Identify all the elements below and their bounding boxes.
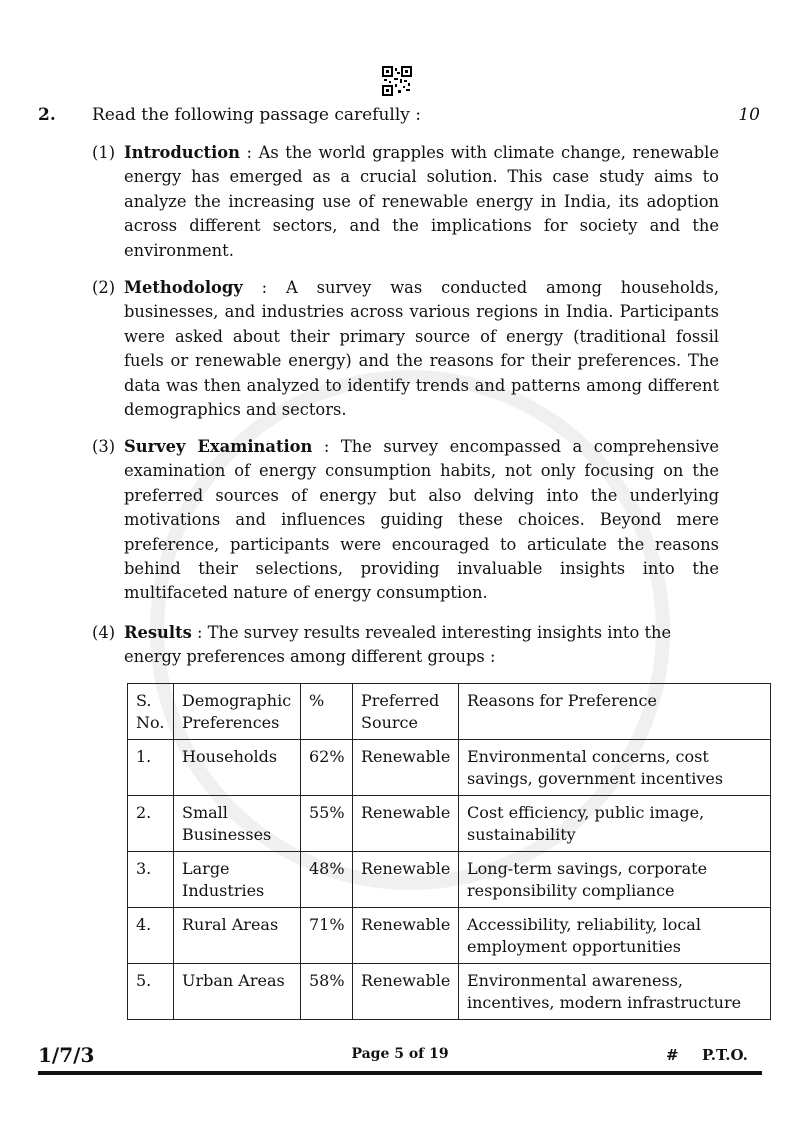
cell-demographic: Urban Areas [174,964,301,1020]
cell-sno: 4. [128,908,174,964]
cell-sno: 2. [128,796,174,852]
section-text: : As the world grapples with climate change, renewable energy has emerged as a crucial solution. This case study aims to analyze the increasing use of renewable energy in India, its adoption across different sectors, and the implications for society and the environment. [124,143,719,260]
cell-reasons: Environmental concerns, cost savings, government incentives [459,740,771,796]
section-survey-examination [92,435,719,606]
cell-demographic: Small Businesses [174,796,301,852]
header-source: Preferred Source [353,684,459,740]
cell-source: Renewable [353,796,459,852]
paper-code: 1/7/3 [38,1043,95,1067]
cell-reasons: Accessibility, reliability, local employment opportunities [459,908,771,964]
cell-reasons: Cost efficiency, public image, sustainability [459,796,771,852]
results-table [127,683,771,1020]
cell-source: Renewable [353,964,459,1020]
cell-percent: 55% [301,796,353,852]
question-marks: 10 [738,105,760,125]
table-row [128,796,771,852]
section-number: (4) [92,623,116,642]
header-sno: S. No. [128,684,174,740]
question-instruction: Read the following passage carefully : [92,105,422,125]
cell-demographic: Rural Areas [174,908,301,964]
cell-sno: 3. [128,852,174,908]
cell-source: Renewable [353,852,459,908]
footer-rule [38,1071,762,1075]
table-row [128,908,771,964]
question-number: 2. [38,105,56,125]
table-row [128,740,771,796]
cell-demographic: Households [174,740,301,796]
cell-reasons: Environmental awareness, incentives, modern infrastructure [459,964,771,1020]
section-number: (1) [92,143,116,162]
section-text: : The survey encompassed a comprehensive examination of energy consumption habits, not only focusing on the preferred sources of energy but also delving into the underlying motivations and influences guiding these choices. Beyond mere preference, participants were encouraged to articulate the reasons behind their selections, providing invaluable insights into the multifaceted nature of energy consumption. [124,437,719,603]
cell-sno: 5. [128,964,174,1020]
page-number: Page 5 of 19 [351,1046,449,1062]
header-percent: % [301,684,353,740]
section-text: : The survey results revealed interesting insights into the energy preferences among different groups : [124,623,672,667]
table-row [128,964,771,1020]
cell-reasons: Long-term savings, corporate responsibility compliance [459,852,771,908]
cell-percent: 58% [301,964,353,1020]
cell-sno: 1. [128,740,174,796]
header-reasons: Reasons for Preference [459,684,771,740]
cell-demographic: Large Industries [174,852,301,908]
cell-percent: 48% [301,852,353,908]
section-introduction [92,141,719,263]
section-heading: Introduction [124,143,240,162]
section-results [92,621,719,670]
cell-percent: 71% [301,908,353,964]
section-number: (3) [92,437,116,456]
table-header-row [128,684,771,740]
qr-code-icon [382,66,412,96]
cell-source: Renewable [353,740,459,796]
section-heading: Methodology [124,278,243,297]
cell-percent: 62% [301,740,353,796]
footer-hash: # [666,1046,679,1064]
section-text: : A survey was conducted among households, businesses, and industries across various regions in India. Participants were asked about their primary source of energy (traditional fossil fuels or renewable energy) and the reasons for their preferences. The data was then analyzed to identify trends and patterns among different demographics and sectors. [124,278,719,420]
footer-pto: P.T.O. [702,1046,748,1064]
header-demographic: Demographic Preferences [174,684,301,740]
section-number: (2) [92,278,116,297]
cell-source: Renewable [353,908,459,964]
table-row [128,852,771,908]
section-methodology [92,276,719,422]
section-heading: Survey Examination [124,437,313,456]
section-heading: Results [124,623,192,642]
